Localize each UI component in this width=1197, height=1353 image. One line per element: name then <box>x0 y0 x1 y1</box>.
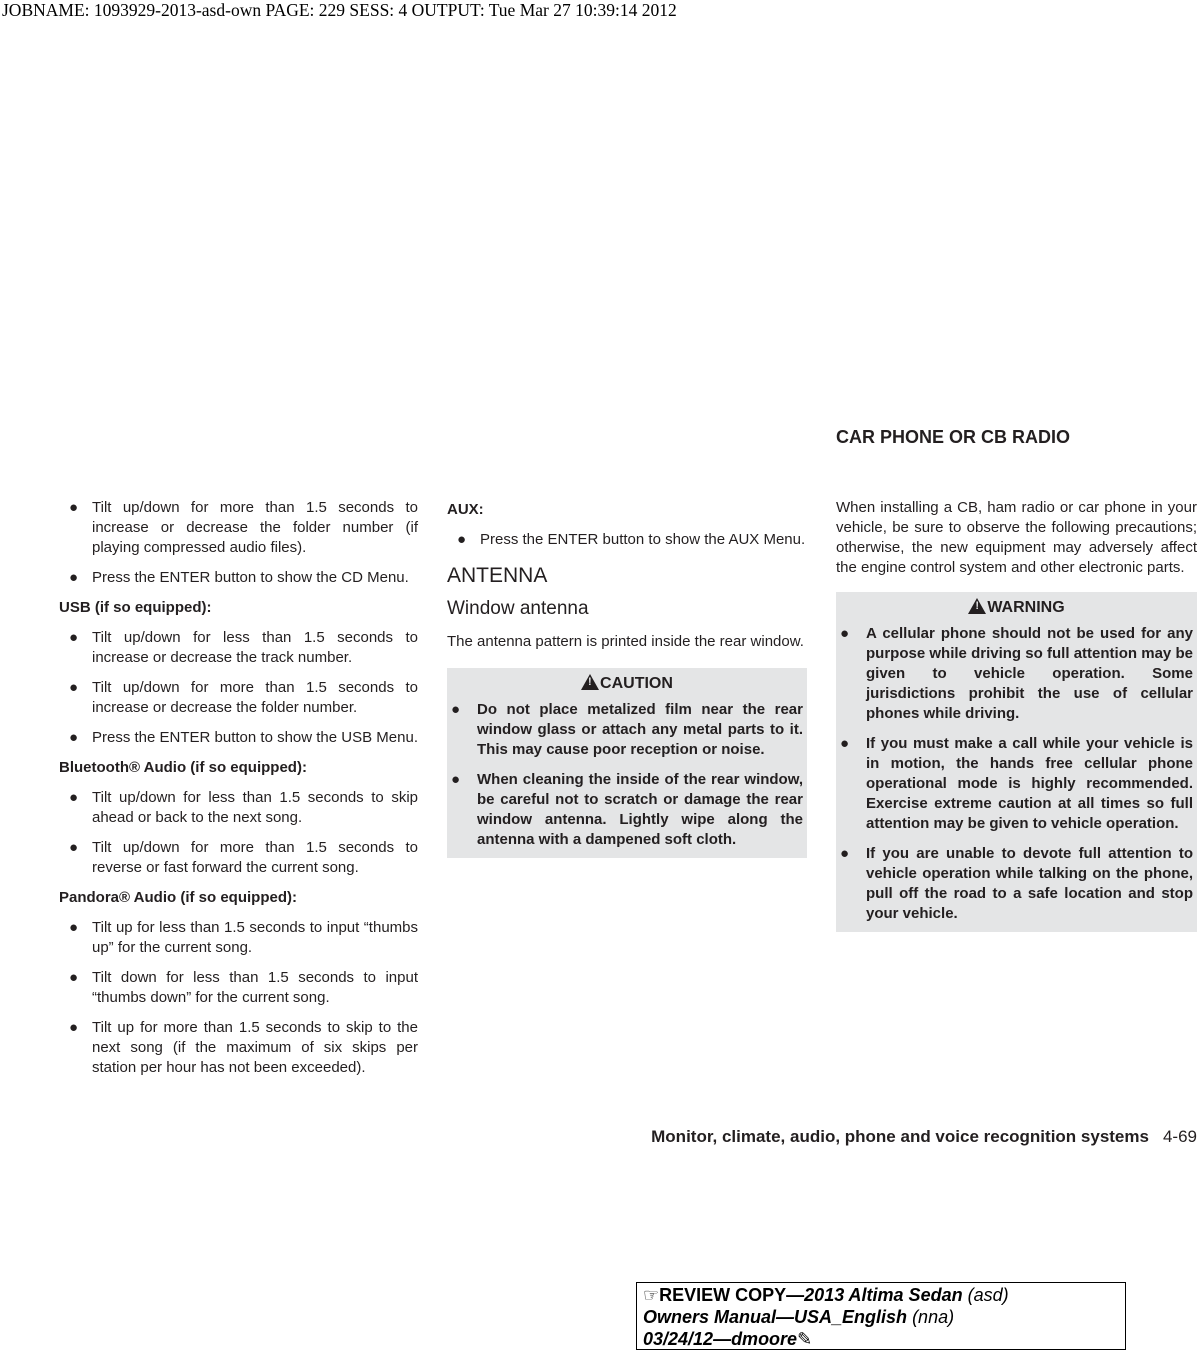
list-item: ● Tilt down for less than 1.5 seconds to input “thumbs down” for the current song. <box>69 969 418 1006</box>
list-item: ● Tilt up/down for more than 1.5 seconds to increase or decrease the folder number. <box>69 679 418 716</box>
list-item: ● Tilt up for more than 1.5 seconds to skip to the next song (if the maximum of six skips per station per hour has not been exceeded). <box>69 1019 418 1076</box>
bullet-icon: ● <box>840 625 850 642</box>
review-copy-box <box>636 1282 1126 1350</box>
bullet-icon: ● <box>69 729 79 746</box>
list-item: ● When cleaning the inside of the rear window, be careful not to scratch or damage the rear window antenna. Lightly wipe along the antenna with a dampened soft cloth. <box>451 771 803 848</box>
cd-bullet-list <box>59 498 418 588</box>
bullet-icon: ● <box>69 1019 79 1036</box>
list-item: ● Press the ENTER button to show the CD Menu. <box>69 569 409 586</box>
antenna-text: The antenna pattern is printed inside the rear window. <box>447 633 804 650</box>
review-line-2: Owners Manual—USA_English (nna) <box>643 1307 955 1327</box>
page-footer <box>651 1127 1197 1147</box>
bullet-icon: ● <box>69 629 79 646</box>
bluetooth-bullet-list <box>59 788 418 878</box>
pandora-bullet-list <box>59 918 418 1078</box>
caution-title: !CAUTION <box>451 668 803 700</box>
list-item: ● Press the ENTER button to show the AUX Menu. <box>457 531 806 548</box>
usb-heading: USB (if so equipped): <box>59 599 212 616</box>
bullet-icon: ● <box>69 679 79 696</box>
pointing-hand-icon: ☞ <box>643 1285 660 1305</box>
bullet-icon: ● <box>840 735 850 752</box>
bullet-icon: ● <box>457 531 467 548</box>
bullet-icon: ● <box>69 569 79 586</box>
bluetooth-heading: Bluetooth® Audio (if so equipped): <box>59 759 307 776</box>
column-middle <box>447 498 807 858</box>
review-line-1: ☞REVIEW COPY—2013 Altima Sedan (asd) <box>643 1285 1009 1305</box>
list-item: ● Tilt up for less than 1.5 seconds to input “thumbs up” for the current song. <box>69 919 418 956</box>
bullet-icon: ● <box>69 969 79 986</box>
caution-box <box>447 668 807 858</box>
usb-bullet-list <box>59 628 418 748</box>
warning-triangle-icon <box>581 674 599 690</box>
list-item: ● Tilt up/down for more than 1.5 seconds to reverse or fast forward the current song. <box>69 839 418 876</box>
bullet-icon: ● <box>69 919 79 936</box>
list-item: ● Tilt up/down for less than 1.5 seconds to increase or decrease the track number. <box>69 629 418 666</box>
warning-bullet-list <box>840 624 1193 924</box>
review-line-3: 03/24/12—dmoore✎ <box>643 1329 813 1349</box>
page-number: 4-69 <box>1162 1127 1197 1146</box>
warning-title: !WARNING <box>840 592 1193 624</box>
jobname-header: JOBNAME: 1093929-2013-asd-own PAGE: 229 SESS: 4 OUTPUT: Tue Mar 27 10:39:14 2012 <box>2 0 677 20</box>
footer-section-name: Monitor, climate, audio, phone and voice recognition systems <box>651 1127 1149 1146</box>
bullet-icon: ● <box>840 845 850 862</box>
aux-bullet-list <box>447 530 807 550</box>
bullet-icon: ● <box>69 839 79 856</box>
list-item: ● Tilt up/down for more than 1.5 seconds to increase or decrease the folder number (if playing compressed audio files). <box>69 499 418 556</box>
column-right <box>836 498 1197 932</box>
list-item: ● If you must make a call while your vehicle is in motion, the hands free cellular phone operational mode is highly recommended. Exercise extreme caution at all times so full attention may be given to vehicle operation. <box>840 735 1193 832</box>
section-title: CAR PHONE OR CB RADIO <box>836 427 1071 447</box>
bullet-icon: ● <box>69 789 79 806</box>
bullet-icon: ● <box>451 701 461 718</box>
bullet-icon: ● <box>451 771 461 788</box>
warning-triangle-icon <box>968 598 986 614</box>
list-item: ● If you are unable to devote full attention to vehicle operation while talking on the phone, pull off the road to a safe location and stop your vehicle. <box>840 845 1193 922</box>
caution-bullet-list <box>451 700 803 850</box>
list-item: ● Tilt up/down for less than 1.5 seconds to skip ahead or back to the next song. <box>69 789 418 826</box>
list-item: ● Press the ENTER button to show the USB Menu. <box>69 729 418 746</box>
warning-box <box>836 592 1197 932</box>
car-phone-intro: When installing a CB, ham radio or car phone in your vehicle, be sure to observe the following precautions; otherwise, the new equipment may adversely affect the engine control system and other electronic parts. <box>836 499 1197 576</box>
window-antenna-heading: Window antenna <box>447 598 589 619</box>
antenna-heading: ANTENNA <box>447 564 548 587</box>
column-left <box>59 498 418 1088</box>
aux-heading: AUX: <box>447 501 484 518</box>
bullet-icon: ● <box>69 499 79 516</box>
writing-hand-icon: ✎ <box>797 1329 813 1349</box>
list-item: ● A cellular phone should not be used for any purpose while driving so full attention may be given to vehicle operation. Some jurisdictions prohibit the use of cellular phones while driving. <box>840 625 1193 722</box>
list-item: ● Do not place metalized film near the rear window glass or attach any metal parts to it. This may cause poor reception or noise. <box>451 701 803 758</box>
pandora-heading: Pandora® Audio (if so equipped): <box>59 889 297 906</box>
